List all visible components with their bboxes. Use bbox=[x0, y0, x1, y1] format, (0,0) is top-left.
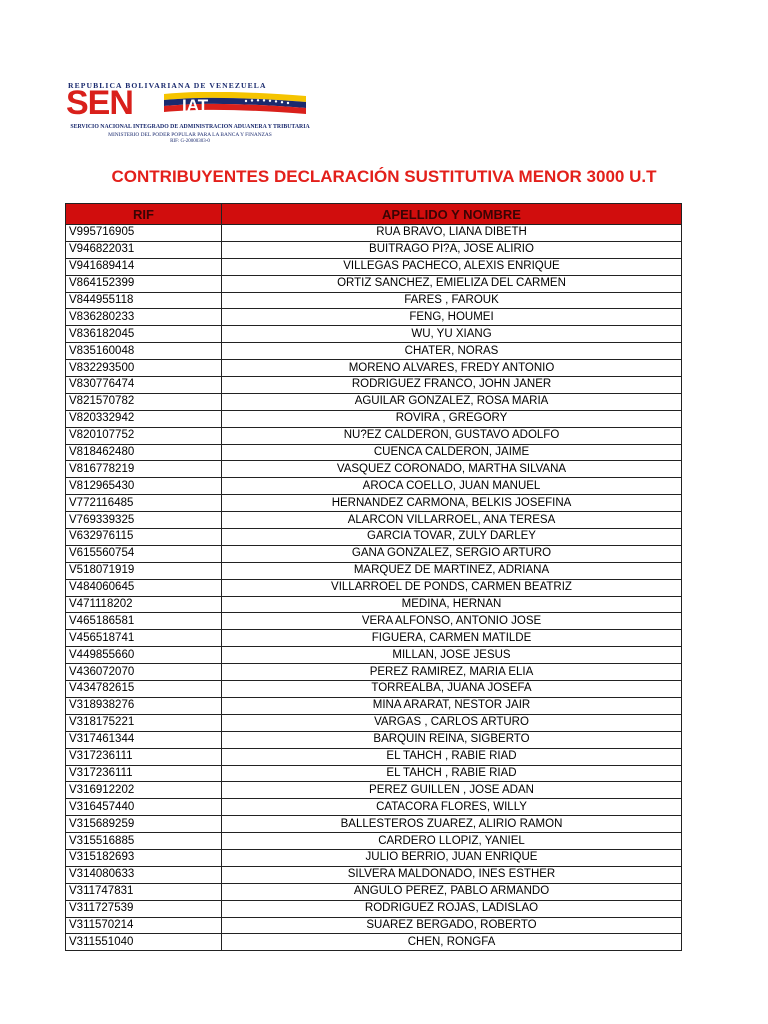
rif-cell: V311747831 bbox=[66, 883, 222, 900]
table-row bbox=[66, 225, 682, 242]
name-cell: JULIO BERRIO, JUAN ENRIQUE bbox=[222, 849, 682, 866]
table-row bbox=[66, 241, 682, 258]
rif-cell: V812965430 bbox=[66, 478, 222, 495]
name-cell: ALARCON VILLARROEL, ANA TERESA bbox=[222, 512, 682, 529]
table-row bbox=[66, 900, 682, 917]
table-row bbox=[66, 714, 682, 731]
table-row bbox=[66, 596, 682, 613]
rif-cell: V434782615 bbox=[66, 681, 222, 698]
name-cell: VILLEGAS PACHECO, ALEXIS ENRIQUE bbox=[222, 258, 682, 275]
table-row bbox=[66, 765, 682, 782]
rif-cell: V818462480 bbox=[66, 444, 222, 461]
column-header-name: APELLIDO Y NOMBRE bbox=[222, 204, 682, 225]
table-row bbox=[66, 579, 682, 596]
name-cell: ROVIRA , GREGORY bbox=[222, 410, 682, 427]
table-row bbox=[66, 545, 682, 562]
name-cell: VERA ALFONSO, ANTONIO JOSE bbox=[222, 613, 682, 630]
name-cell: AGUILAR GONZALEZ, ROSA MARIA bbox=[222, 393, 682, 410]
name-cell: FIGUERA, CARMEN MATILDE bbox=[222, 630, 682, 647]
seniat-logo bbox=[66, 80, 312, 152]
table-row bbox=[66, 393, 682, 410]
table-row bbox=[66, 326, 682, 343]
name-cell: BUITRAGO PI?A, JOSE ALIRIO bbox=[222, 241, 682, 258]
rif-cell: V318938276 bbox=[66, 697, 222, 714]
table-row bbox=[66, 613, 682, 630]
name-cell: CARDERO LLOPIZ, YANIEL bbox=[222, 833, 682, 850]
table-row bbox=[66, 292, 682, 309]
table-row bbox=[66, 377, 682, 394]
rif-cell: V820107752 bbox=[66, 427, 222, 444]
name-cell: CUENCA CALDERON, JAIME bbox=[222, 444, 682, 461]
name-cell: PEREZ GUILLEN , JOSE ADAN bbox=[222, 782, 682, 799]
name-cell: MARQUEZ DE MARTINEZ, ADRIANA bbox=[222, 562, 682, 579]
name-cell: MILLAN, JOSE JESUS bbox=[222, 647, 682, 664]
rif-cell: V316912202 bbox=[66, 782, 222, 799]
table-row bbox=[66, 529, 682, 546]
name-cell: CATACORA FLORES, WILLY bbox=[222, 799, 682, 816]
name-cell: NU?EZ CALDERON, GUSTAVO ADOLFO bbox=[222, 427, 682, 444]
rif-cell: V465186581 bbox=[66, 613, 222, 630]
column-header-rif: RIF bbox=[66, 204, 222, 225]
name-cell: PEREZ RAMIREZ, MARIA ELIA bbox=[222, 664, 682, 681]
rif-cell: V835160048 bbox=[66, 343, 222, 360]
rif-cell: V449855660 bbox=[66, 647, 222, 664]
rif-cell: V615560754 bbox=[66, 545, 222, 562]
name-cell: FENG, HOUMEI bbox=[222, 309, 682, 326]
rif-cell: V832293500 bbox=[66, 360, 222, 377]
table-row bbox=[66, 478, 682, 495]
rif-cell: V311727539 bbox=[66, 900, 222, 917]
table-row bbox=[66, 917, 682, 934]
rif-cell: V632976115 bbox=[66, 529, 222, 546]
table-row bbox=[66, 512, 682, 529]
name-cell: BARQUIN REINA, SIGBERTO bbox=[222, 731, 682, 748]
table-row bbox=[66, 748, 682, 765]
table-row bbox=[66, 410, 682, 427]
table-row bbox=[66, 461, 682, 478]
name-cell: RODRIGUEZ ROJAS, LADISLAO bbox=[222, 900, 682, 917]
name-cell: MINA ARARAT, NESTOR JAIR bbox=[222, 697, 682, 714]
table-row bbox=[66, 816, 682, 833]
rif-cell: V836182045 bbox=[66, 326, 222, 343]
table-row bbox=[66, 495, 682, 512]
rif-cell: V816778219 bbox=[66, 461, 222, 478]
table-row bbox=[66, 444, 682, 461]
table-row bbox=[66, 934, 682, 951]
name-cell: ANGULO PEREZ, PABLO ARMANDO bbox=[222, 883, 682, 900]
flag-emblem bbox=[164, 92, 306, 116]
rif-cell: V995716905 bbox=[66, 225, 222, 242]
name-cell: SUAREZ BERGADO, ROBERTO bbox=[222, 917, 682, 934]
name-cell: AROCA COELLO, JUAN MANUEL bbox=[222, 478, 682, 495]
taxpayer-table bbox=[65, 203, 682, 951]
rif-cell: V456518741 bbox=[66, 630, 222, 647]
table-row bbox=[66, 681, 682, 698]
rif-cell: V318175221 bbox=[66, 714, 222, 731]
rif-cell: V769339325 bbox=[66, 512, 222, 529]
table-row bbox=[66, 427, 682, 444]
rif-label: RIF: G-20000303-0 bbox=[170, 139, 210, 144]
table-row bbox=[66, 697, 682, 714]
rif-cell: V317236111 bbox=[66, 765, 222, 782]
name-cell: VARGAS , CARLOS ARTURO bbox=[222, 714, 682, 731]
rif-cell: V864152399 bbox=[66, 275, 222, 292]
rif-cell: V315182693 bbox=[66, 849, 222, 866]
name-cell: FARES , FAROUK bbox=[222, 292, 682, 309]
name-cell: ORTIZ SANCHEZ, EMIELIZA DEL CARMEN bbox=[222, 275, 682, 292]
name-cell: GARCIA TOVAR, ZULY DARLEY bbox=[222, 529, 682, 546]
logo-iat-letters: IAT bbox=[182, 96, 209, 115]
name-cell: TORREALBA, JUANA JOSEFA bbox=[222, 681, 682, 698]
rif-cell: V436072070 bbox=[66, 664, 222, 681]
table-row bbox=[66, 664, 682, 681]
name-cell: RODRIGUEZ FRANCO, JOHN JANER bbox=[222, 377, 682, 394]
rif-cell: V946822031 bbox=[66, 241, 222, 258]
name-cell: EL TAHCH , RABIE RIAD bbox=[222, 748, 682, 765]
table-row bbox=[66, 731, 682, 748]
ministry-label: MINISTERIO DEL PODER POPULAR PARA LA BANCA Y FINANZAS bbox=[108, 132, 272, 138]
document-title: CONTRIBUYENTES DECLARACIÓN SUSTITUTIVA MENOR 3000 U.T bbox=[111, 167, 657, 186]
rif-cell: V315689259 bbox=[66, 816, 222, 833]
rif-cell: V471118202 bbox=[66, 596, 222, 613]
rif-cell: V311551040 bbox=[66, 934, 222, 951]
table-row bbox=[66, 883, 682, 900]
name-cell: BALLESTEROS ZUAREZ, ALIRIO RAMON bbox=[222, 816, 682, 833]
rif-cell: V844955118 bbox=[66, 292, 222, 309]
name-cell: GANA GONZALEZ, SERGIO ARTURO bbox=[222, 545, 682, 562]
rif-cell: V316457440 bbox=[66, 799, 222, 816]
name-cell: HERNANDEZ CARMONA, BELKIS JOSEFINA bbox=[222, 495, 682, 512]
name-cell: WU, YU XIANG bbox=[222, 326, 682, 343]
table-row bbox=[66, 275, 682, 292]
rif-cell: V518071919 bbox=[66, 562, 222, 579]
logo-wordmark: SEN bbox=[66, 84, 133, 122]
name-cell: VILLARROEL DE PONDS, CARMEN BEATRIZ bbox=[222, 579, 682, 596]
rif-cell: V317236111 bbox=[66, 748, 222, 765]
republic-label: REPUBLICA BOLIVARIANA DE VENEZUELA bbox=[68, 81, 267, 90]
rif-cell: V311570214 bbox=[66, 917, 222, 934]
table-row bbox=[66, 833, 682, 850]
table-header-row bbox=[66, 204, 682, 225]
table-row bbox=[66, 360, 682, 377]
rif-cell: V836280233 bbox=[66, 309, 222, 326]
name-cell: MORENO ALVARES, FREDY ANTONIO bbox=[222, 360, 682, 377]
rif-cell: V830776474 bbox=[66, 377, 222, 394]
name-cell: CHATER, NORAS bbox=[222, 343, 682, 360]
table-body bbox=[66, 225, 682, 951]
table-row bbox=[66, 782, 682, 799]
table-row bbox=[66, 647, 682, 664]
service-label: SERVICIO NACIONAL INTEGRADO DE ADMINISTRACION ADUANERA Y TRIBUTARIA bbox=[70, 124, 310, 130]
rif-cell: V820332942 bbox=[66, 410, 222, 427]
table-row bbox=[66, 309, 682, 326]
rif-cell: V772116485 bbox=[66, 495, 222, 512]
rif-cell: V821570782 bbox=[66, 393, 222, 410]
name-cell: MEDINA, HERNAN bbox=[222, 596, 682, 613]
table-row bbox=[66, 799, 682, 816]
table-row bbox=[66, 562, 682, 579]
rif-cell: V941689414 bbox=[66, 258, 222, 275]
table-row bbox=[66, 849, 682, 866]
name-cell: SILVERA MALDONADO, INES ESTHER bbox=[222, 866, 682, 883]
name-cell: RUA BRAVO, LIANA DIBETH bbox=[222, 225, 682, 242]
name-cell: VASQUEZ CORONADO, MARTHA SILVANA bbox=[222, 461, 682, 478]
name-cell: CHEN, RONGFA bbox=[222, 934, 682, 951]
rif-cell: V484060645 bbox=[66, 579, 222, 596]
name-cell: EL TAHCH , RABIE RIAD bbox=[222, 765, 682, 782]
table-row bbox=[66, 258, 682, 275]
rif-cell: V315516885 bbox=[66, 833, 222, 850]
table-row bbox=[66, 630, 682, 647]
table-row bbox=[66, 866, 682, 883]
table-row bbox=[66, 343, 682, 360]
rif-cell: V317461344 bbox=[66, 731, 222, 748]
rif-cell: V314080633 bbox=[66, 866, 222, 883]
